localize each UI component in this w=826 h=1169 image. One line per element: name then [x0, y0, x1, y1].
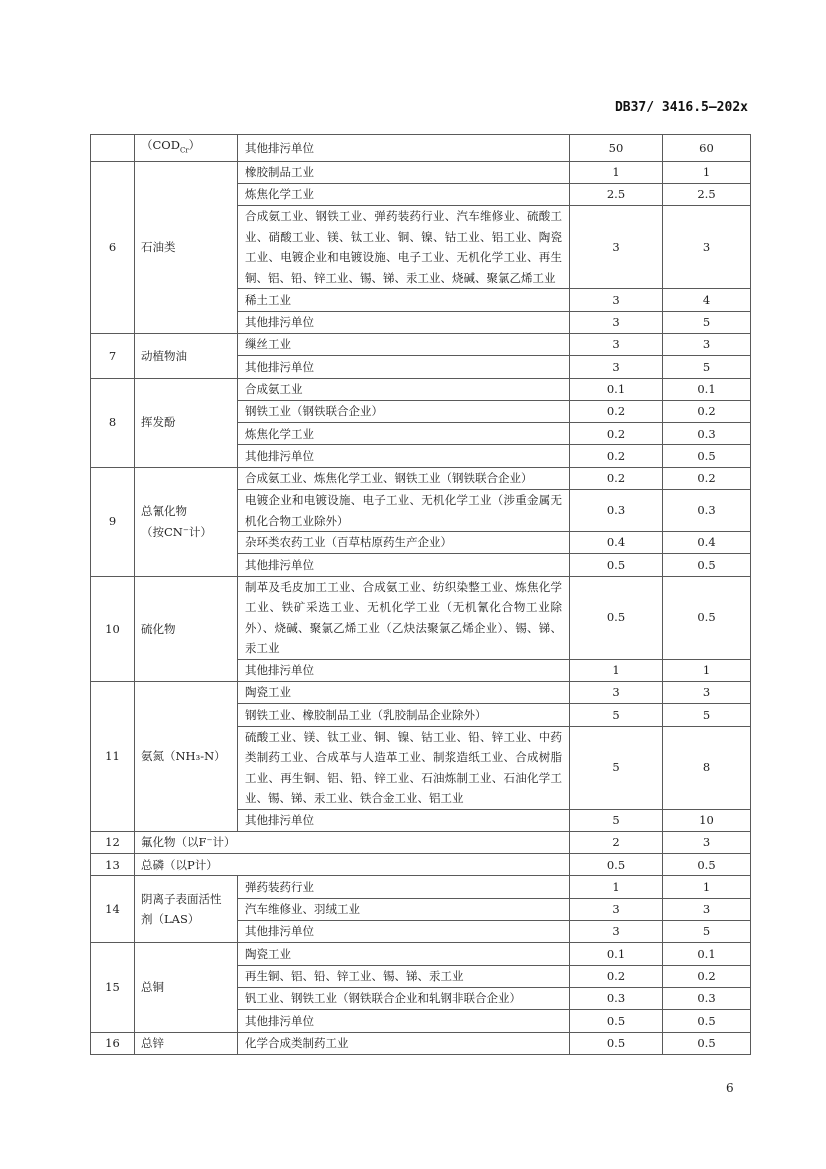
industry-cell: 其他排污单位 [238, 445, 570, 467]
limit-value-1: 2 [570, 831, 663, 853]
table-row [91, 854, 751, 876]
limit-value-2: 0.5 [663, 554, 751, 576]
limit-value-1: 0.2 [570, 400, 663, 422]
industry-cell: 弹药装药行业 [238, 876, 570, 898]
table-row [91, 1032, 751, 1054]
limit-value-1: 0.3 [570, 490, 663, 532]
limit-value-2: 0.3 [663, 490, 751, 532]
limit-value-2: 1 [663, 876, 751, 898]
limit-value-1: 5 [570, 809, 663, 831]
limit-value-2: 0.1 [663, 378, 751, 400]
industry-cell: 合成氨工业、炼焦化学工业、钢铁工业（钢铁联合企业） [238, 467, 570, 489]
limit-value-2: 2.5 [663, 184, 751, 206]
limit-value-1: 1 [570, 876, 663, 898]
limit-value-2: 3 [663, 898, 751, 920]
industry-cell: 化学合成类制药工业 [238, 1032, 570, 1054]
limit-value-2: 0.2 [663, 400, 751, 422]
limit-value-1: 0.5 [570, 1032, 663, 1054]
limit-value-1: 3 [570, 898, 663, 920]
limit-value-1: 0.5 [570, 1010, 663, 1032]
table-row [91, 831, 751, 853]
table-body [91, 135, 751, 1055]
limit-value-2: 5 [663, 356, 751, 378]
limit-value-1: 0.2 [570, 467, 663, 489]
limit-value-2: 60 [663, 135, 751, 162]
industry-cell: 合成氨工业、钢铁工业、弹药装药行业、汽车维修业、硫酸工业、硝酸工业、镁、钛工业、铜、镍、钴工业、铝工业、陶瓷工业、电镀企业和电镀设施、电子工业、无机化学工业、再生铜、铝、铅、锌工业、锡、锑、汞工业、烧碱、聚氯乙烯工业 [238, 206, 570, 289]
industry-cell: 其他排污单位 [238, 921, 570, 943]
pollutant-name: 氟化物（以F⁻计） [135, 831, 570, 853]
limit-value-2: 8 [663, 726, 751, 809]
limit-value-2: 3 [663, 333, 751, 355]
pollutant-name: 总铜 [135, 943, 238, 1032]
row-number [91, 135, 135, 162]
table-row [91, 333, 751, 355]
industry-cell: 其他排污单位 [238, 809, 570, 831]
row-number: 12 [91, 831, 135, 853]
limit-value-2: 0.5 [663, 576, 751, 659]
row-number: 14 [91, 876, 135, 943]
table-row [91, 876, 751, 898]
pollutant-name: 石油类 [135, 161, 238, 333]
limit-value-1: 3 [570, 921, 663, 943]
row-number: 15 [91, 943, 135, 1032]
limit-value-2: 0.5 [663, 854, 751, 876]
limit-value-1: 0.5 [570, 576, 663, 659]
industry-cell: 其他排污单位 [238, 311, 570, 333]
industry-cell: 稀土工业 [238, 289, 570, 311]
limit-value-2: 3 [663, 681, 751, 703]
limit-value-1: 1 [570, 659, 663, 681]
pollutant-name: 阴离子表面活性剂（LAS） [135, 876, 238, 943]
limit-value-2: 10 [663, 809, 751, 831]
industry-cell: 钢铁工业（钢铁联合企业） [238, 400, 570, 422]
industry-cell: 陶瓷工业 [238, 943, 570, 965]
limit-value-1: 0.5 [570, 554, 663, 576]
pollutant-name: 总氰化物 （按CN⁻计） [135, 467, 238, 576]
limit-value-2: 0.3 [663, 423, 751, 445]
industry-cell: 硫酸工业、镁、钛工业、铜、镍、钴工业、铅、锌工业、中药类制药工业、合成革与人造革工业、制浆造纸工业、合成树脂工业、再生铜、铝、铅、锌工业、石油炼制工业、石油化学工业、锡、锑、汞工业、铁合金工业、铝工业 [238, 726, 570, 809]
limit-value-1: 0.5 [570, 854, 663, 876]
limit-value-2: 5 [663, 311, 751, 333]
limit-value-1: 0.2 [570, 445, 663, 467]
row-number: 16 [91, 1032, 135, 1054]
limit-value-1: 5 [570, 704, 663, 726]
pollutant-name: 总磷（以P计） [135, 854, 570, 876]
row-number: 8 [91, 378, 135, 467]
limit-value-1: 3 [570, 311, 663, 333]
industry-cell: 杂环类农药工业（百草枯原药生产企业） [238, 532, 570, 554]
industry-cell: 橡胶制品工业 [238, 161, 570, 183]
row-number: 11 [91, 681, 135, 831]
table-row [91, 378, 751, 400]
row-number: 9 [91, 467, 135, 576]
limit-value-2: 0.3 [663, 987, 751, 1009]
pollutant-name: 氨氮（NH₃-N） [135, 681, 238, 831]
pollutant-name: 动植物油 [135, 333, 238, 378]
limit-value-1: 0.2 [570, 965, 663, 987]
pollutant-name: $(COD_{Cr})$ [135, 135, 238, 162]
limit-value-2: 3 [663, 206, 751, 289]
limit-value-2: 0.5 [663, 1032, 751, 1054]
limit-value-2: 0.5 [663, 445, 751, 467]
table-row [91, 576, 751, 659]
industry-cell: 汽车维修业、羽绒工业 [238, 898, 570, 920]
limit-value-1: 3 [570, 681, 663, 703]
limit-value-2: 5 [663, 704, 751, 726]
limit-value-2: 0.1 [663, 943, 751, 965]
limit-value-2: 0.2 [663, 467, 751, 489]
limit-value-2: 0.4 [663, 532, 751, 554]
table-row-continuation [91, 135, 751, 162]
limit-value-2: 1 [663, 659, 751, 681]
industry-cell: 钒工业、钢铁工业（钢铁联合企业和轧钢非联合企业） [238, 987, 570, 1009]
limit-value-1: 1 [570, 161, 663, 183]
industry-cell: 其他排污单位 [238, 356, 570, 378]
industry-cell: 其他排污单位 [238, 554, 570, 576]
limit-value-2: 0.5 [663, 1010, 751, 1032]
limit-value-2: 4 [663, 289, 751, 311]
table-row [91, 467, 751, 489]
limit-value-1: 0.4 [570, 532, 663, 554]
discharge-limits-table [90, 134, 751, 1055]
limit-value-1: 5 [570, 726, 663, 809]
limit-value-2: 0.2 [663, 965, 751, 987]
limit-value-1: 0.3 [570, 987, 663, 1009]
row-number: 6 [91, 161, 135, 333]
row-number: 10 [91, 576, 135, 681]
limit-value-1: 2.5 [570, 184, 663, 206]
limit-value-1: 0.1 [570, 943, 663, 965]
limit-value-1: 3 [570, 356, 663, 378]
table-row [91, 681, 751, 703]
industry-cell: 炼焦化学工业 [238, 184, 570, 206]
limit-value-2: 3 [663, 831, 751, 853]
limit-value-1: 0.2 [570, 423, 663, 445]
table-row [91, 943, 751, 965]
limit-value-1: 3 [570, 289, 663, 311]
industry-cell: 其他排污单位 [238, 135, 570, 162]
industry-cell: 炼焦化学工业 [238, 423, 570, 445]
row-number: 7 [91, 333, 135, 378]
industry-cell: 再生铜、铝、铅、锌工业、锡、锑、汞工业 [238, 965, 570, 987]
limit-value-2: 5 [663, 921, 751, 943]
industry-cell: 电镀企业和电镀设施、电子工业、无机化学工业（涉重金属无机化合物工业除外） [238, 490, 570, 532]
limit-value-1: 0.1 [570, 378, 663, 400]
pollutant-name: 挥发酚 [135, 378, 238, 467]
industry-cell: 其他排污单位 [238, 1010, 570, 1032]
limit-value-1: 3 [570, 206, 663, 289]
industry-cell: 钢铁工业、橡胶制品工业（乳胶制品企业除外） [238, 704, 570, 726]
industry-cell: 其他排污单位 [238, 659, 570, 681]
industry-cell: 合成氨工业 [238, 378, 570, 400]
table-row [91, 161, 751, 183]
page-number: 6 [726, 1081, 734, 1095]
industry-cell: 制革及毛皮加工工业、合成氨工业、纺织染整工业、炼焦化学工业、铁矿采选工业、无机化学工业（无机氰化合物工业除外）、烧碱、聚氯乙烯工业（乙炔法聚氯乙烯企业）、锡、锑、汞工业 [238, 576, 570, 659]
pollutant-name: 硫化物 [135, 576, 238, 681]
limit-value-1: 50 [570, 135, 663, 162]
row-number: 13 [91, 854, 135, 876]
industry-cell: 缫丝工业 [238, 333, 570, 355]
limit-value-2: 1 [663, 161, 751, 183]
industry-cell: 陶瓷工业 [238, 681, 570, 703]
pollutant-name: 总锌 [135, 1032, 238, 1054]
document-code: DB37/ 3416.5—202x [614, 100, 748, 115]
limit-value-1: 3 [570, 333, 663, 355]
